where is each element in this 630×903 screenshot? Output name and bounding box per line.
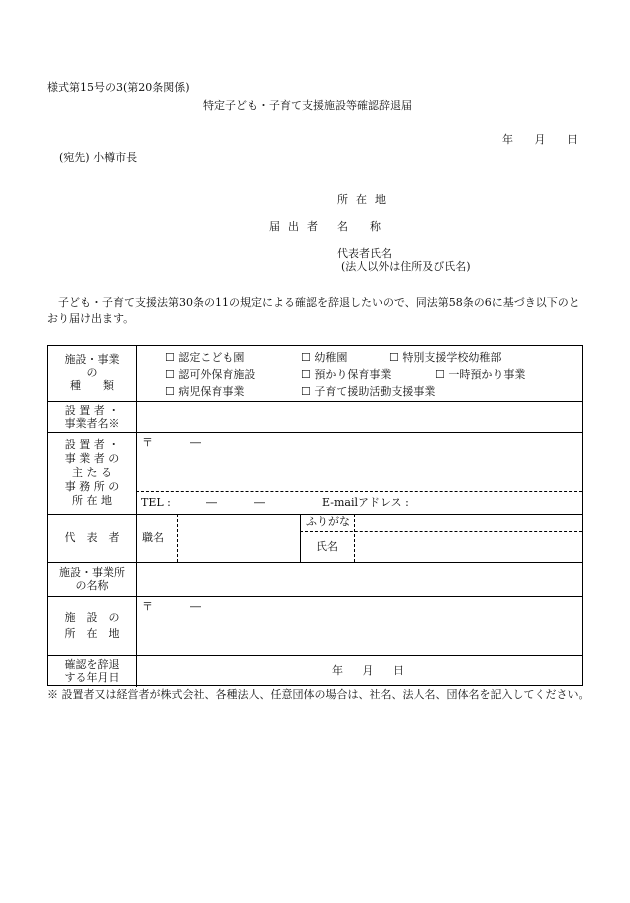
row-divider [48,432,582,433]
submission-date: 年 月 日 [502,133,578,146]
row-divider [48,562,582,563]
postal-mark: 〒 [142,600,153,613]
checkbox-kindergarten[interactable]: ☐ 幼稚園 [301,351,348,364]
filer-name-label: 名 称 [337,220,381,233]
postal-mark: 〒 [142,436,153,449]
addressee: (宛先) 小樽市長 [59,151,138,164]
filer-submitter-label: 届出者 [269,220,326,233]
row-divider [48,596,582,597]
filer-location-label: 所在地 [337,193,394,206]
postal-dash: ― [190,436,201,449]
row-divider [48,401,582,402]
dashed-divider [136,491,582,492]
tel-label: TEL : [141,496,171,509]
label-column-divider [136,346,137,687]
operator-name-label: 設 置 者 ・ 事業者名※ [64,404,120,430]
facility-name-label: 施設・事業所 の名称 [59,566,125,592]
filer-representative-note: (法人以外は住所及び氏名) [341,260,471,273]
withdrawal-date-label: 確認を辞退 する年月日 [64,658,120,684]
form-table [47,345,583,686]
position-label: 職名 [142,531,164,544]
facility-type-label: 施設・事業 の 種 類 [64,353,120,392]
postal-dash: ― [190,600,201,613]
document-title: 特定子ども・子育て支援施設等確認辞退届 [203,99,412,112]
row-divider [48,655,582,656]
person-name-label: 氏名 [316,540,338,553]
representative-label: 代 表 者 [64,531,120,544]
rep-divider [300,514,301,562]
body-text: 子ども・子育て支援法第30条の11の規定による確認を辞退したいので、同法第58条の6に基づき以下のとおり届け出ます。 [47,296,580,325]
facility-location-label: 施 設 の 所 在 地 [64,611,120,640]
form-id: 様式第15号の3(第20条関係) [47,81,190,94]
withdrawal-date: 年 月 日 [332,664,404,677]
checkbox-certified-kodomoen[interactable]: ☐ 認定こども園 [165,351,245,364]
checkbox-temporary-care[interactable]: ☐ 一時預かり事業 [435,368,526,381]
checkbox-sick-child-care[interactable]: ☐ 病児保育事業 [165,385,245,398]
checkbox-special-support-kindergarten[interactable]: ☐ 特別支援学校幼稚部 [389,351,502,364]
tel-dash: ― [206,496,217,509]
dashed-divider [300,531,582,532]
checkbox-unlicensed-childcare[interactable]: ☐ 認可外保育施設 [165,368,256,381]
email-label: E-mailアドレス : [322,496,409,509]
dashed-divider [354,514,355,562]
checkbox-family-support[interactable]: ☐ 子育て援助活動支援事業 [301,385,436,398]
checkbox-extended-care[interactable]: ☐ 預かり保育事業 [301,368,392,381]
furigana-label: ふりがな [306,515,350,528]
filer-representative-label: 代表者氏名 [337,247,392,260]
tel-dash: ― [254,496,265,509]
office-location-label: 設 置 者 ・ 事 業 者 の 主 た る 事 務 所 の 所 在 地 [64,438,120,507]
dashed-divider [177,514,178,562]
footnote: ※ 設置者又は経営者が株式会社、各種法人、任意団体の場合は、社名、法人名、団体名を記入してください。 [47,688,590,701]
